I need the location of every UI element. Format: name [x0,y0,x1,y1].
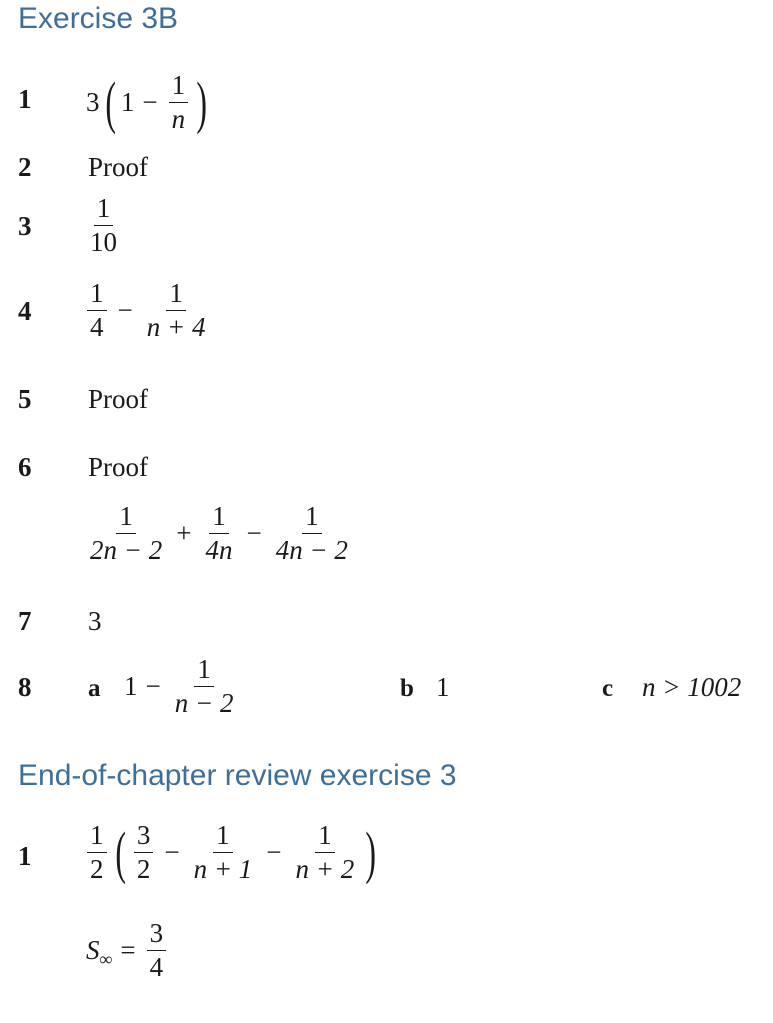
answer-expression [86,70,212,135]
answer-text: 3 [88,606,102,636]
coefficient: 3 [86,87,100,118]
numerator: 1 [213,820,233,853]
denominator: 4 [90,312,104,343]
denominator: 4 [149,952,164,983]
term: 1 [120,87,135,118]
answer-number: 5 [18,384,32,414]
minus-sign: − [164,837,180,868]
numerator: 1 [194,654,214,687]
fraction [147,918,167,983]
answer-number: 1 [18,84,32,114]
denominator: n + 2 [295,854,355,885]
sum-to-infinity [86,918,169,983]
answer-expression [84,193,123,258]
part-label: b [400,675,414,702]
right-paren: ) [365,819,377,885]
denominator: 10 [90,227,117,258]
fraction [144,278,209,343]
part-answer: n > 1002 [642,672,742,702]
part-label: c [602,675,614,702]
answer-expression [124,654,239,719]
fraction [293,820,358,885]
fraction [87,278,107,343]
right-paren: ) [196,69,208,135]
sum-symbol: S [86,935,100,966]
fraction [172,654,237,719]
fraction [202,501,235,566]
answer-expression [84,278,211,343]
part-answer: 1 [436,672,450,702]
denominator: n + 1 [193,854,253,885]
minus-sign: − [117,295,133,326]
numerator: 1 [302,501,322,534]
answer-number: 4 [18,296,32,326]
denominator: 2n − 2 [90,535,163,566]
answer-text: Proof [88,452,148,482]
equals-sign: = [120,935,136,966]
denominator: n + 4 [146,312,206,343]
answer-number: 1 [18,841,32,871]
part-label: a [88,675,101,702]
answer-number: 2 [18,152,32,182]
numerator: 1 [87,820,107,853]
numerator: 1 [209,501,229,534]
numerator: 3 [134,820,154,853]
answer-number: 7 [18,606,32,636]
fraction [134,820,154,885]
left-paren: ( [104,69,116,135]
denominator: 4n [205,535,233,566]
numerator: 3 [147,918,167,951]
section-title: End-of-chapter review exercise 3 [18,759,457,792]
fraction [169,70,189,135]
denominator: 2 [136,854,151,885]
numerator: 1 [116,501,136,534]
minus-sign: − [145,671,161,702]
fraction [191,820,256,885]
numerator: 1 [87,278,107,311]
answer-text: Proof [88,384,148,414]
denominator: n [171,104,186,135]
fraction [87,501,165,566]
denominator: 2 [90,854,104,885]
answer-text: Proof [88,152,148,182]
fraction [273,501,351,566]
answer-number: 8 [18,672,32,702]
numerator: 1 [94,193,114,226]
answer-expression [84,820,382,885]
answer-number: 6 [18,452,32,482]
minus-sign: − [142,87,158,118]
minus-sign: − [266,837,282,868]
denominator: 4n − 2 [275,535,348,566]
section-title: Exercise 3B [18,2,179,35]
fraction [87,820,107,885]
term: 1 [124,671,138,702]
numerator: 1 [315,820,335,853]
answer-number: 3 [18,211,32,241]
denominator: n − 2 [174,688,234,719]
numerator: 1 [169,70,189,103]
numerator: 1 [166,278,186,311]
left-paren: ( [114,819,126,885]
fraction [87,193,120,258]
infinity-subscript: ∞ [99,948,113,969]
plus-sign: + [176,518,192,549]
minus-sign: − [246,518,262,549]
answer-expression [84,501,354,566]
